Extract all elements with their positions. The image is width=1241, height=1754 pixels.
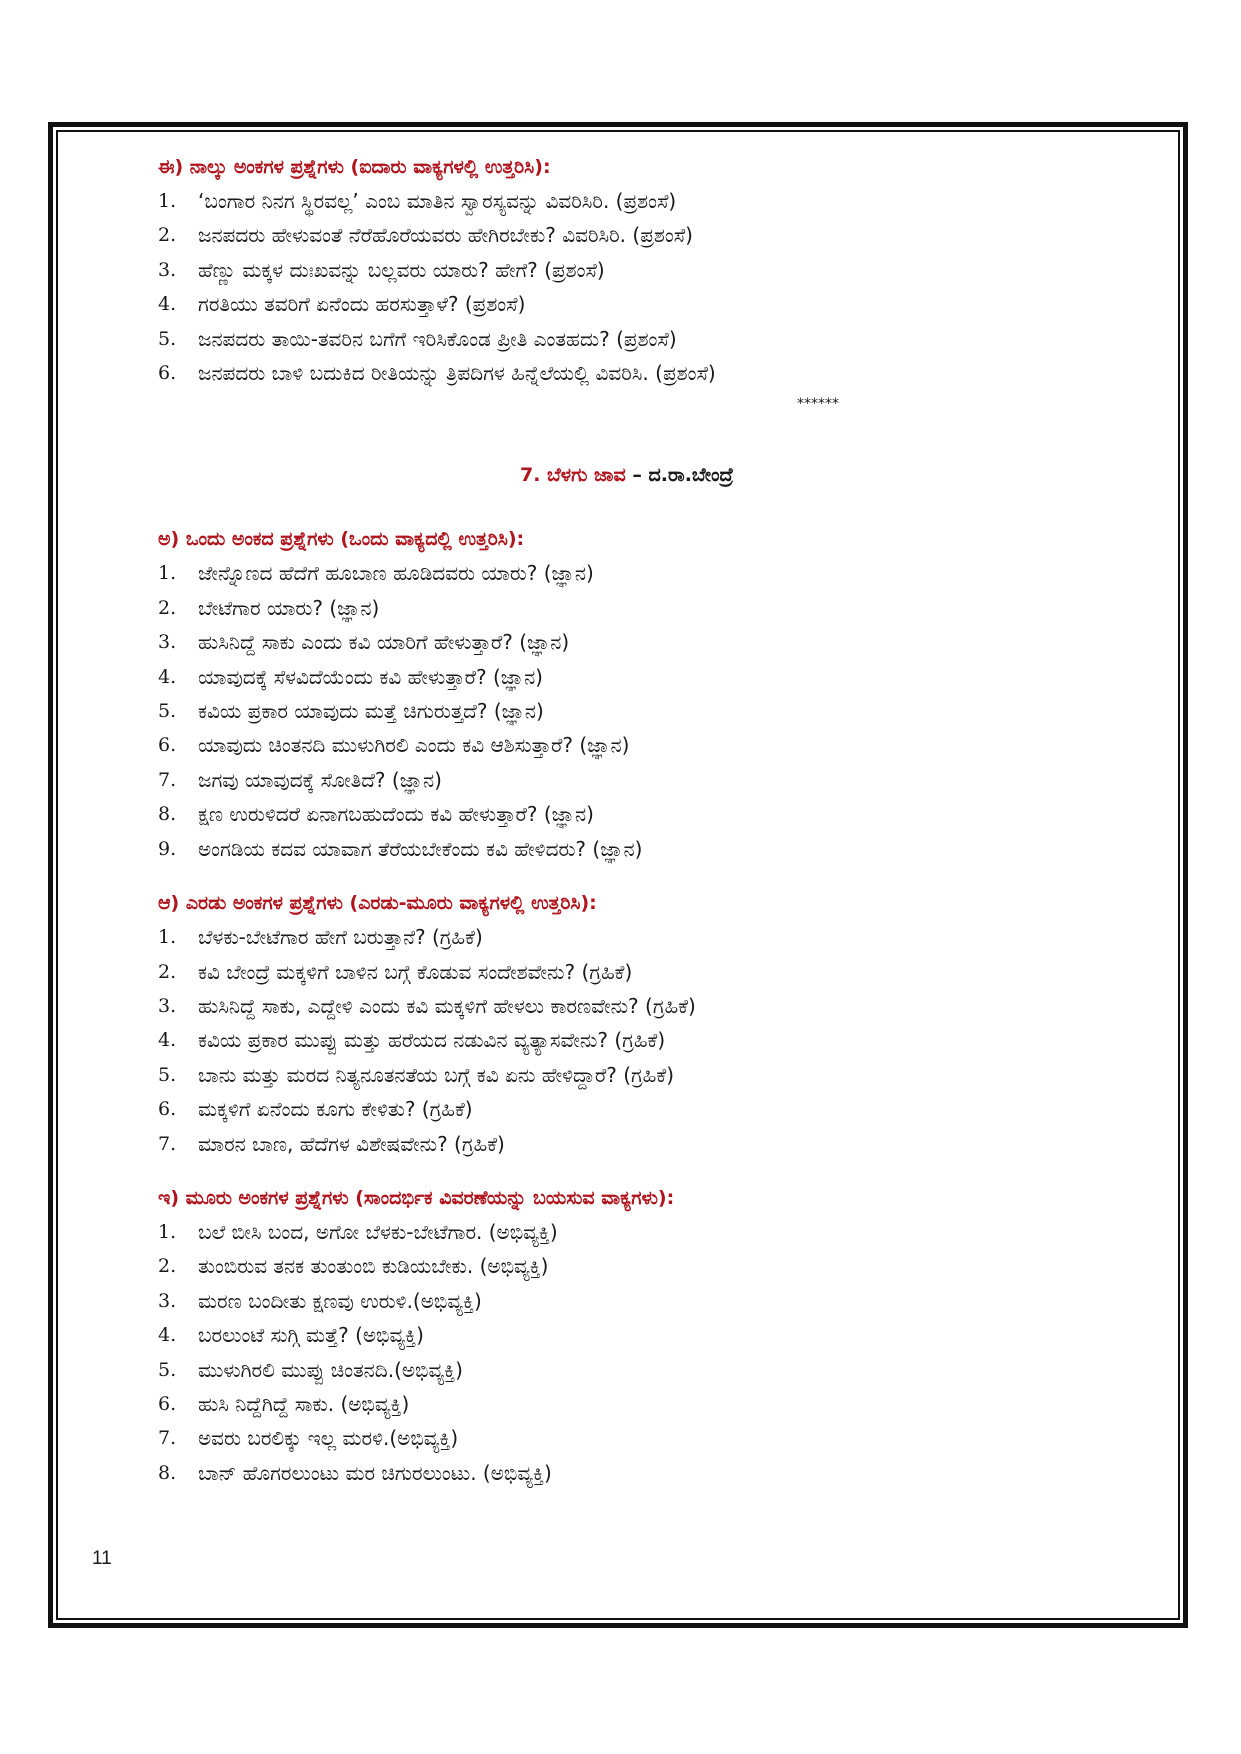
section-aa-questions (158, 920, 1118, 1161)
question-text: ಹುಸಿನಿದ್ದೆ ಸಾಕು ಎಂದು ಕವಿ ಯಾರಿಗೆ ಹೇಳುತ್ತಾರೆ? (ಜ್ಞಾನ) (198, 630, 570, 655)
page-content (158, 150, 1118, 1490)
question-item (158, 1421, 1118, 1455)
question-number: 7. (158, 768, 177, 791)
question-number: 6. (158, 734, 177, 757)
question-item (158, 955, 1118, 989)
question-text: ಯಾವುದಕ್ಕೆ ಸೆಳವಿದೆಯೆಂದು ಕವಿ ಹೇಳುತ್ತಾರೆ? (ಜ್ಞಾನ) (198, 664, 543, 689)
question-text: ಕವಿಯ ಪ್ರಕಾರ ಮುಪ್ಪು ಮತ್ತು ಹರೆಯದ ನಡುವಿನ ವ್ಯತ್ಯಾಸವೇನು? (ಗ್ರಹಿಕೆ) (198, 1028, 666, 1053)
question-text: ತುಂಬಿರುವ ತನಕ ತುಂತುಂಬಿ ಕುಡಿಯಬೇಕು. (ಅಭಿವ್ಯಕ್ತಿ) (198, 1254, 549, 1279)
question-item (158, 1249, 1118, 1283)
chapter-author: ದ.ರಾ.ಬೇಂದ್ರೆ (648, 464, 734, 487)
section-a-heading: ಅ) ಒಂದು ಅಂಕದ ಪ್ರಶ್ನೆಗಳು (ಒಂದು ವಾಕ್ಯದಲ್ಲಿ ಉತ್ತರಿಸಿ): (158, 528, 525, 551)
question-item (158, 1387, 1118, 1421)
question-number: 6. (158, 1392, 177, 1415)
question-number: 5. (158, 700, 177, 723)
question-number: 4. (158, 293, 177, 316)
question-text: ಬರಲುಂಟೆ ಸುಗ್ಗಿ ಮತ್ತೆ? (ಅಭಿವ್ಯಕ್ತಿ) (198, 1323, 424, 1348)
section-e-questions (158, 184, 1118, 390)
question-item (158, 1353, 1118, 1387)
chapter-name: 7. ಬೆಳಗು ಜಾವ (520, 464, 626, 487)
question-item (158, 322, 1118, 356)
question-item (158, 920, 1118, 954)
question-item (158, 625, 1118, 659)
section-separator: ****** (797, 396, 839, 413)
question-number: 7. (158, 1427, 177, 1450)
question-number: 2. (158, 1255, 177, 1278)
question-text: ಬೇಟೆಗಾರ ಯಾರು? (ಜ್ಞಾನ) (198, 595, 380, 620)
question-item (158, 184, 1118, 218)
question-item (158, 1215, 1118, 1249)
question-text: ‘ಬಂಗಾರ ನಿನಗ ಸ್ಥಿರವಲ್ಲ’ ಎಂಬ ಮಾತಿನ ಸ್ವಾರಸ್ಯವನ್ನು ವಿವರಿಸಿರಿ. (ಪ್ರಶಂಸೆ) (198, 189, 677, 213)
section-i-heading: ಇ) ಮೂರು ಅಂಕಗಳ ಪ್ರಶ್ನೆಗಳು (ಸಾಂದರ್ಭಿಕ ವಿವರಣೆಯನ್ನು ಬಯಸುವ ವಾಕ್ಯಗಳು): (158, 1186, 675, 1209)
question-item (158, 694, 1118, 728)
question-text: ಜನಪದರು ಬಾಳಿ ಬದುಕಿದ ರೀತಿಯನ್ನು ತ್ರಿಪದಿಗಳ ಹಿನ್ನೆಲೆಯಲ್ಲಿ ವಿವರಿಸಿ. (ಪ್ರಶಂಸೆ) (198, 361, 716, 386)
question-number: 5. (158, 1063, 177, 1086)
question-item (158, 1092, 1118, 1126)
question-number: 6. (158, 362, 177, 385)
section-a-questions (158, 556, 1118, 866)
question-number: 3. (158, 631, 177, 654)
page-number: 11 (92, 1548, 112, 1569)
question-number: 1. (158, 190, 177, 212)
question-text: ಮಾರನ ಬಾಣ, ಹೆದೆಗಳ ವಿಶೇಷವೇನು? (ಗ್ರಹಿಕೆ) (198, 1131, 505, 1156)
question-number: 2. (158, 960, 177, 983)
question-item (158, 1318, 1118, 1352)
question-text: ಅವರು ಬರಲಿಕ್ಕು ಇಲ್ಲ ಮರಳಿ.(ಅಭಿವ್ಯಕ್ತಿ) (198, 1426, 459, 1451)
chapter-title (158, 458, 1118, 492)
question-number: 1. (158, 926, 177, 949)
question-number: 1. (158, 1220, 177, 1243)
question-text: ಕ್ಷಣ ಉರುಳಿದರೆ ಏನಾಗಬಹುದೆಂದು ಕವಿ ಹೇಳುತ್ತಾರೆ? (ಜ್ಞಾನ) (198, 802, 594, 827)
section-i-questions (158, 1215, 1118, 1490)
question-item (158, 1023, 1118, 1057)
question-number: 3. (158, 258, 177, 281)
question-item (158, 356, 1118, 390)
question-item (158, 1058, 1118, 1092)
section-aa-heading: ಆ) ಎರಡು ಅಂಕಗಳ ಪ್ರಶ್ನೆಗಳು (ಎರಡು-ಮೂರು ವಾಕ್ಯಗಳಲ್ಲಿ ಉತ್ತರಿಸಿ): (158, 892, 597, 915)
question-text: ಜನಪದರು ತಾಯಿ-ತವರಿನ ಬಗೆಗೆ ಇರಿಸಿಕೊಂಡ ಪ್ರೀತಿ ಎಂತಹದು? (ಪ್ರಶಂಸೆ) (198, 326, 677, 351)
question-text: ಹೆಣ್ಣು ಮಕ್ಕಳ ದುಃಖವನ್ನು ಬಲ್ಲವರು ಯಾರು? ಹೇಗೆ? (ಪ್ರಶಂಸೆ) (198, 257, 605, 282)
question-text: ಜೇನ್ನೊಣದ ಹೆದೆಗೆ ಹೂಬಾಣ ಹೂಡಿದವರು ಯಾರು? (ಜ್ಞಾನ) (198, 561, 594, 586)
question-number: 8. (158, 803, 177, 826)
question-text: ಹುಸಿ ನಿದ್ದೆಗಿದ್ದೆ ಸಾಕು. (ಅಭಿವ್ಯಕ್ತಿ) (198, 1391, 410, 1416)
question-text: ಮಕ್ಕಳಿಗೆ ಏನೆಂದು ಕೂಗು ಕೇಳಿತು? (ಗ್ರಹಿಕೆ) (198, 1097, 473, 1122)
question-item (158, 253, 1118, 287)
chapter-dash: – (632, 464, 642, 487)
question-item (158, 287, 1118, 321)
question-text: ಜನಪದರು ಹೇಳುವಂತೆ ನೆರೆಹೊರೆಯವರು ಹೇಗಿರಬೇಕು? ವಿವರಿಸಿರಿ. (ಪ್ರಶಂಸೆ) (198, 223, 693, 248)
question-number: 4. (158, 1324, 177, 1347)
question-item (158, 1456, 1118, 1490)
question-item (158, 797, 1118, 831)
question-text: ಗರತಿಯು ತವರಿಗೆ ಏನೆಂದು ಹರಸುತ್ತಾಳೆ? (ಪ್ರಶಂಸೆ) (198, 292, 526, 317)
question-item (158, 1284, 1118, 1318)
question-text: ಬಾನು ಮತ್ತು ಮರದ ನಿತ್ಯನೂತನತೆಯ ಬಗ್ಗೆ ಕವಿ ಏನು ಹೇಳಿದ್ದಾರೆ? (ಗ್ರಹಿಕೆ) (198, 1062, 675, 1087)
question-text: ಕವಿ ಬೇಂದ್ರೆ ಮಕ್ಕಳಿಗೆ ಬಾಳಿನ ಬಗ್ಗೆ ಕೊಡುವ ಸಂದೇಶವೇನು? (ಗ್ರಹಿಕೆ) (198, 959, 633, 984)
question-item (158, 591, 1118, 625)
question-number: 4. (158, 1029, 177, 1052)
question-number: 7. (158, 1132, 177, 1155)
question-item (158, 989, 1118, 1023)
question-text: ಮುಳುಗಿರಲಿ ಮುಪ್ಪು ಚಿಂತನದಿ.(ಅಭಿವ್ಯಕ್ತಿ) (198, 1357, 463, 1382)
question-number: 5. (158, 1358, 177, 1381)
question-text: ಅಂಗಡಿಯ ಕದವ ಯಾವಾಗ ತೆರೆಯಬೇಕೆಂದು ಕವಿ ಹೇಳಿದರು? (ಜ್ಞಾನ) (198, 836, 643, 861)
question-number: 5. (158, 327, 177, 350)
question-number: 3. (158, 994, 177, 1017)
question-number: 2. (158, 224, 177, 247)
question-text: ಕವಿಯ ಪ್ರಕಾರ ಯಾವುದು ಮತ್ತೆ ಚಿಗುರುತ್ತದೆ? (ಜ್ಞಾನ) (198, 699, 544, 724)
question-text: ಬೆಳಕು-ಬೇಟೆಗಾರ ಹೇಗೆ ಬರುತ್ತಾನೆ? (ಗ್ರಹಿಕೆ) (198, 925, 483, 950)
question-number: 4. (158, 665, 177, 688)
question-number: 2. (158, 596, 177, 619)
question-text: ಯಾವುದು ಚಿಂತನದಿ ಮುಳುಗಿರಲಿ ಎಂದು ಕವಿ ಆಶಿಸುತ್ತಾರೆ? (ಜ್ಞಾನ) (198, 733, 630, 758)
question-item (158, 832, 1118, 866)
question-text: ಮರಣ ಬಂದೀತು ಕ್ಷಣವು ಉರುಳಿ.(ಅಭಿವ್ಯಕ್ತಿ) (198, 1288, 482, 1313)
question-number: 3. (158, 1289, 177, 1312)
question-text: ಜಗವು ಯಾವುದಕ್ಕೆ ಸೋತಿದೆ? (ಜ್ಞಾನ) (198, 767, 442, 792)
question-item (158, 728, 1118, 762)
question-item (158, 763, 1118, 797)
question-number: 8. (158, 1461, 177, 1484)
question-number: 6. (158, 1098, 177, 1121)
question-item (158, 1127, 1118, 1161)
question-item (158, 556, 1118, 590)
section-e-heading: ಈ) ನಾಲ್ಕು ಅಂಕಗಳ ಪ್ರಶ್ನೆಗಳು (ಐದಾರು ವಾಕ್ಯಗಳಲ್ಲಿ ಉತ್ತರಿಸಿ): (158, 156, 551, 178)
question-text: ಹುಸಿನಿದ್ದೆ ಸಾಕು, ಎದ್ದೇಳಿ ಎಂದು ಕವಿ ಮಕ್ಕಳಿಗೆ ಹೇಳಲು ಕಾರಣವೇನು? (ಗ್ರಹಿಕೆ) (198, 993, 696, 1018)
question-number: 9. (158, 837, 177, 860)
question-item (158, 660, 1118, 694)
question-text: ಬಾನ್ ಹೊಗರಲುಂಟು ಮರ ಚಿಗುರಲುಂಟು. (ಅಭಿವ್ಯಕ್ತಿ) (198, 1460, 552, 1485)
question-number: 1. (158, 562, 177, 585)
question-text: ಬಲೆ ಬೀಸಿ ಬಂದ, ಅಗೋ ಬೆಳಕು-ಬೇಟೆಗಾರ. (ಅಭಿವ್ಯಕ್ತಿ) (198, 1219, 558, 1244)
question-item (158, 218, 1118, 252)
